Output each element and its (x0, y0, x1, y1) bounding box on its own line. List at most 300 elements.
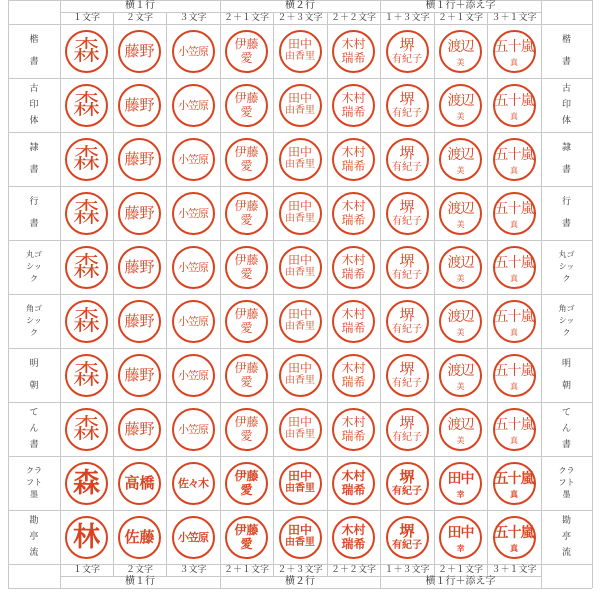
stamp-text: 有紀子 (392, 161, 422, 173)
hanko-stamp (172, 516, 215, 559)
stamp-text: 五十嵐 (494, 38, 534, 55)
stamp-text: 瑞希 (341, 536, 366, 551)
stamp-text: 木村 (341, 198, 366, 213)
hanko-stamp (225, 30, 268, 73)
font-style-label-left: 丸ゴシック (26, 250, 42, 283)
hanko-stamp (225, 300, 268, 343)
hanko-stamp (386, 354, 429, 397)
stamp-text: 伊藤 (234, 360, 259, 375)
stamp-text: 愛 (240, 482, 253, 497)
hanko-stamp (118, 462, 161, 505)
header-group-label: 横１行＋添え字 (425, 0, 496, 11)
hanko-stamp (172, 192, 215, 235)
stamp-text: 田中 (287, 90, 312, 105)
stamp-text: 藤野 (124, 203, 155, 222)
column-header-label: １＋３文字 (384, 13, 430, 23)
stamp-text: 木村 (341, 414, 366, 429)
stamp-text: 小笠原 (178, 98, 208, 112)
hanko-stamp (118, 30, 161, 73)
grid-line-vertical (541, 0, 542, 588)
hanko-stamp (225, 516, 268, 559)
stamp-text: 愛 (240, 536, 253, 551)
hanko-stamp (118, 354, 161, 397)
footer-group-label: 横１行 (125, 576, 155, 587)
hanko-stamp (65, 246, 108, 289)
grid-line-horizontal (8, 402, 592, 403)
stamp-text: 由香里 (285, 50, 315, 62)
stamp-text: 堺 (399, 143, 415, 162)
stamp-text: 藤野 (124, 257, 155, 276)
hanko-stamp (65, 30, 108, 73)
stamp-text: 由香里 (285, 104, 315, 116)
stamp-text: 森 (73, 251, 100, 283)
hanko-stamp (332, 192, 375, 235)
hanko-stamp (493, 354, 536, 397)
hanko-stamp (493, 408, 536, 451)
hanko-stamp (172, 300, 215, 343)
hanko-stamp (386, 462, 429, 505)
grid-line-horizontal (8, 510, 592, 511)
hanko-stamp (279, 408, 322, 451)
hanko-stamp (225, 192, 268, 235)
stamp-text: 高橋 (124, 473, 155, 492)
stamp-text: 有紀子 (392, 539, 422, 551)
grid-line-horizontal (8, 240, 592, 241)
font-style-label-right: 勘亭流 (561, 516, 571, 558)
stamp-text: 木村 (341, 36, 366, 51)
grid-line-vertical (60, 0, 61, 588)
stamp-text: 佐々木 (178, 476, 208, 490)
hanko-stamp (386, 84, 429, 127)
hanko-stamp (386, 300, 429, 343)
hanko-stamp (279, 138, 322, 181)
hanko-stamp (439, 354, 482, 397)
stamp-text: 小笠原 (178, 314, 208, 328)
grid-line-vertical (487, 12, 488, 576)
stamp-text: 佐藤 (124, 527, 155, 546)
stamp-text: 真 (510, 273, 518, 283)
stamp-text: 真 (510, 111, 518, 121)
stamp-text: 美 (456, 327, 465, 337)
stamp-text: 美 (456, 273, 465, 283)
footer-group-label: 横２行 (285, 576, 315, 587)
stamp-text: 渡辺 (447, 416, 474, 433)
stamp-text: 森 (73, 89, 100, 121)
stamp-text: 渡辺 (447, 200, 474, 217)
column-header-label: ３＋１文字 (491, 13, 537, 23)
stamp-text: 五十嵐 (494, 470, 534, 487)
hanko-stamp (493, 192, 536, 235)
stamp-text: 愛 (240, 104, 253, 119)
grid-line-horizontal (8, 132, 592, 133)
stamp-text: 由香里 (285, 428, 315, 440)
hanko-stamp (332, 516, 375, 559)
stamp-text: 有紀子 (392, 377, 422, 389)
stamp-text: 瑞希 (341, 374, 366, 389)
column-header-label: ２＋２文字 (330, 13, 376, 23)
font-style-label-left: 隷書 (29, 143, 39, 175)
stamp-text: 瑞希 (341, 266, 366, 281)
stamp-text: 藤野 (124, 41, 155, 60)
stamp-text: 真 (510, 381, 518, 391)
hanko-stamp (65, 354, 108, 397)
hanko-stamp (332, 246, 375, 289)
hanko-stamp (279, 516, 322, 559)
header-group-label: 横２行 (285, 0, 315, 11)
stamp-text: 五十嵐 (494, 308, 534, 325)
stamp-text: 有紀子 (392, 431, 422, 443)
font-style-label-right: 角ゴシック (558, 304, 575, 337)
stamp-text: 真 (510, 165, 518, 175)
font-style-label-left: 明朝 (29, 359, 39, 391)
hanko-stamp (332, 84, 375, 127)
stamp-text: 森 (73, 413, 100, 445)
hanko-stamp (225, 462, 268, 505)
stamp-text: 由香里 (285, 374, 315, 386)
stamp-text: 小笠原 (178, 206, 208, 220)
stamp-text: 愛 (240, 428, 253, 443)
font-style-label-right: 明朝 (561, 359, 571, 391)
stamp-text: 愛 (240, 266, 253, 281)
hanko-stamp (225, 84, 268, 127)
stamp-text: 伊藤 (234, 252, 259, 267)
hanko-stamp (386, 138, 429, 181)
stamp-text: 瑞希 (341, 320, 366, 335)
hanko-stamp (65, 192, 108, 235)
stamp-text: 有紀子 (392, 485, 422, 497)
grid-line-horizontal (8, 24, 592, 25)
grid-line-horizontal (8, 348, 592, 349)
hanko-stamp (279, 246, 322, 289)
stamp-text: 瑞希 (341, 428, 366, 443)
stamp-text: 田中 (287, 252, 312, 267)
hanko-stamp (493, 84, 536, 127)
hanko-stamp (118, 300, 161, 343)
stamp-text: 美 (456, 57, 465, 67)
stamp-text: 渡辺 (447, 362, 474, 379)
stamp-text: 田中 (287, 414, 312, 429)
stamp-text: 愛 (240, 320, 253, 335)
hanko-stamp (279, 84, 322, 127)
hanko-stamp (386, 408, 429, 451)
grid-line-vertical (273, 12, 274, 576)
stamp-text: 小笠原 (178, 368, 208, 382)
column-footer-label: １文字 (72, 565, 100, 575)
stamp-text: 渡辺 (447, 254, 474, 271)
grid-line-vertical (220, 0, 221, 588)
column-header-label: ２文字 (125, 13, 153, 23)
font-style-label-right: 古印体 (561, 84, 571, 126)
hanko-stamp (172, 462, 215, 505)
hanko-stamp (439, 192, 482, 235)
stamp-text: 田中 (287, 306, 312, 321)
hanko-stamp (279, 30, 322, 73)
stamp-text: 瑞希 (341, 104, 366, 119)
stamp-text: 田中 (287, 144, 312, 159)
column-footer-label: ２＋１文字 (437, 565, 483, 575)
stamp-text: 木村 (341, 468, 366, 483)
stamp-text: 森 (73, 305, 100, 337)
hanko-stamp (386, 192, 429, 235)
grid-line-vertical (327, 12, 328, 576)
stamp-text: 堺 (399, 521, 415, 540)
column-footer-label: ２＋２文字 (330, 565, 376, 575)
grid-line-horizontal (8, 294, 592, 295)
stamp-text: 林 (73, 521, 100, 553)
stamp-text: 愛 (240, 50, 253, 65)
font-style-label-left: てん書 (29, 408, 39, 450)
stamp-text: 幸 (456, 543, 465, 553)
header-group-label: 横１行 (125, 0, 155, 11)
stamp-text: 真 (510, 543, 518, 553)
column-header-label: ２＋３文字 (277, 13, 323, 23)
font-style-label-left: 行書 (29, 197, 39, 229)
hanko-stamp (493, 138, 536, 181)
hanko-stamp (386, 30, 429, 73)
stamp-text: 田中 (287, 522, 312, 537)
column-header-label: １文字 (72, 13, 100, 23)
font-style-label-left: 楷書 (29, 35, 39, 67)
column-footer-label: ２文字 (125, 565, 153, 575)
hanko-stamp (65, 84, 108, 127)
stamp-text: 藤野 (124, 95, 155, 114)
hanko-stamp (172, 30, 215, 73)
stamp-text: 渡辺 (447, 38, 474, 55)
stamp-text: 堺 (399, 251, 415, 270)
stamp-text: 堺 (399, 359, 415, 378)
stamp-text: 五十嵐 (494, 362, 534, 379)
stamp-text: 真 (510, 435, 518, 445)
hanko-stamp (172, 138, 215, 181)
font-style-label-right: 丸ゴシック (558, 250, 575, 283)
stamp-text: 渡辺 (447, 92, 474, 109)
stamp-text: 木村 (341, 144, 366, 159)
font-style-label-left: 角ゴシック (26, 304, 42, 337)
hanko-stamp (65, 300, 108, 343)
hanko-stamp (493, 30, 536, 73)
stamp-text: 森 (73, 359, 100, 391)
grid-line-horizontal (8, 456, 592, 457)
hanko-stamp (493, 246, 536, 289)
stamp-text: 伊藤 (234, 468, 259, 483)
stamp-text: 木村 (341, 360, 366, 375)
hanko-stamp (172, 408, 215, 451)
stamp-text: 瑞希 (341, 482, 366, 497)
stamp-text: 有紀子 (392, 269, 422, 281)
stamp-text: 五十嵐 (494, 92, 534, 109)
stamp-text: 幸 (456, 489, 465, 499)
stamp-text: 小笠原 (178, 530, 208, 544)
hanko-stamp (439, 516, 482, 559)
stamp-text: 森 (73, 467, 100, 499)
hanko-stamp (439, 30, 482, 73)
stamp-text: 森 (73, 197, 100, 229)
stamp-text: 田中 (287, 198, 312, 213)
stamp-text: 美 (456, 165, 465, 175)
hanko-stamp (172, 246, 215, 289)
hanko-stamp (279, 462, 322, 505)
hanko-stamp (439, 138, 482, 181)
stamp-text: 田中 (287, 360, 312, 375)
hanko-stamp (225, 138, 268, 181)
hanko-stamp (65, 138, 108, 181)
hanko-stamp (493, 516, 536, 559)
column-footer-label: ３文字 (179, 565, 207, 575)
stamp-text: 木村 (341, 90, 366, 105)
font-style-label-right: 隷書 (561, 143, 571, 175)
hanko-stamp (172, 84, 215, 127)
stamp-text: 森 (73, 143, 100, 175)
grid-line-vertical (592, 0, 593, 588)
stamp-text: 瑞希 (341, 212, 366, 227)
hanko-stamp (493, 300, 536, 343)
hanko-stamp (118, 246, 161, 289)
stamp-text: 有紀子 (392, 323, 422, 335)
hanko-stamp (439, 300, 482, 343)
stamp-text: 小笠原 (178, 422, 208, 436)
hanko-stamp (332, 138, 375, 181)
stamp-text: 真 (510, 489, 518, 499)
font-style-label-left: クラフト墨 (26, 466, 42, 499)
stamp-text: 藤野 (124, 365, 155, 384)
stamp-text: 五十嵐 (494, 416, 534, 433)
hanko-stamp (332, 408, 375, 451)
hanko-stamp (386, 516, 429, 559)
hanko-stamp (118, 84, 161, 127)
grid-line-horizontal (8, 78, 592, 79)
stamp-text: 田中 (287, 36, 312, 51)
hanko-stamp (439, 408, 482, 451)
stamp-text: 渡辺 (447, 146, 474, 163)
stamp-text: 小笠原 (178, 260, 208, 274)
hanko-stamp (386, 246, 429, 289)
stamp-text: 伊藤 (234, 522, 259, 537)
stamp-text: 由香里 (285, 536, 315, 548)
hanko-stamp (279, 300, 322, 343)
font-style-label-right: 楷書 (561, 35, 571, 67)
stamp-text: 由香里 (285, 320, 315, 332)
font-style-label-right: クラフト墨 (558, 466, 575, 499)
grid-line-horizontal (8, 186, 592, 187)
grid-line-vertical (380, 0, 381, 588)
stamp-text: 伊藤 (234, 144, 259, 159)
stamp-text: 由香里 (285, 158, 315, 170)
stamp-text: 木村 (341, 252, 366, 267)
stamp-text: 瑞希 (341, 158, 366, 173)
stamp-text: 美 (456, 435, 465, 445)
stamp-text: 田中 (287, 468, 312, 483)
font-style-label-right: てん書 (561, 408, 571, 450)
stamp-text: 堺 (399, 467, 415, 486)
stamp-text: 有紀子 (392, 107, 422, 119)
stamp-text: 由香里 (285, 266, 315, 278)
grid-line-vertical (434, 12, 435, 576)
hanko-stamp (439, 246, 482, 289)
hanko-stamp (332, 30, 375, 73)
grid-line-bottom (8, 588, 592, 589)
stamp-text: 藤野 (124, 311, 155, 330)
stamp-text: 美 (456, 219, 465, 229)
hanko-stamp (118, 516, 161, 559)
stamp-text: 伊藤 (234, 198, 259, 213)
stamp-text: 五十嵐 (494, 254, 534, 271)
stamp-text: 愛 (240, 212, 253, 227)
stamp-text: 瑞希 (341, 50, 366, 65)
stamp-text: 伊藤 (234, 306, 259, 321)
stamp-text: 田中 (447, 524, 474, 541)
footer-group-label: 横１行＋添え字 (425, 576, 496, 587)
stamp-text: 由香里 (285, 212, 315, 224)
stamp-text: 伊藤 (234, 36, 259, 51)
hanko-stamp (118, 408, 161, 451)
hanko-stamp (225, 354, 268, 397)
hanko-stamp (118, 192, 161, 235)
grid-line-vertical (8, 0, 9, 588)
font-style-label-left: 古印体 (29, 84, 39, 126)
stamp-text: 由香里 (285, 482, 315, 494)
column-footer-label: １＋３文字 (384, 565, 430, 575)
hanko-stamp (172, 354, 215, 397)
grid-line-vertical (166, 12, 167, 576)
stamp-text: 五十嵐 (494, 200, 534, 217)
stamp-text: 愛 (240, 374, 253, 389)
stamp-text: 堺 (399, 305, 415, 324)
stamp-text: 堺 (399, 89, 415, 108)
hanko-stamp (439, 84, 482, 127)
stamp-text: 愛 (240, 158, 253, 173)
hanko-stamp (225, 246, 268, 289)
stamp-text: 堺 (399, 197, 415, 216)
stamp-text: 木村 (341, 522, 366, 537)
stamp-text: 渡辺 (447, 308, 474, 325)
stamp-text: 美 (456, 111, 465, 121)
stamp-text: 伊藤 (234, 90, 259, 105)
column-footer-label: ２＋３文字 (277, 565, 323, 575)
column-footer-label: ３＋１文字 (491, 565, 537, 575)
stamp-text: 森 (73, 35, 100, 67)
stamp-text: 真 (510, 327, 518, 337)
hanko-stamp (225, 408, 268, 451)
hanko-stamp (65, 516, 108, 559)
column-header-label: ３文字 (179, 13, 207, 23)
column-header-label: ２＋１文字 (437, 13, 483, 23)
font-style-label-left: 勘亭流 (29, 516, 39, 558)
stamp-text: 田中 (447, 470, 474, 487)
hanko-stamp (332, 300, 375, 343)
hanko-stamp (493, 462, 536, 505)
stamp-text: 藤野 (124, 419, 155, 438)
stamp-text: 有紀子 (392, 53, 422, 65)
stamp-text: 木村 (341, 306, 366, 321)
hanko-stamp (118, 138, 161, 181)
stamp-text: 有紀子 (392, 215, 422, 227)
stamp-text: 五十嵐 (494, 146, 534, 163)
hanko-stamp (65, 462, 108, 505)
stamp-text: 五十嵐 (494, 524, 534, 541)
grid-line-vertical (113, 12, 114, 576)
stamp-text: 美 (456, 381, 465, 391)
stamp-text: 小笠原 (178, 44, 208, 58)
stamp-text: 藤野 (124, 149, 155, 168)
stamp-text: 真 (510, 219, 518, 229)
stamp-text: 小笠原 (178, 152, 208, 166)
hanko-stamp (279, 354, 322, 397)
stamp-text: 堺 (399, 35, 415, 54)
hanko-stamp (332, 354, 375, 397)
stamp-text: 伊藤 (234, 414, 259, 429)
stamp-text: 真 (510, 57, 518, 67)
hanko-stamp (439, 462, 482, 505)
